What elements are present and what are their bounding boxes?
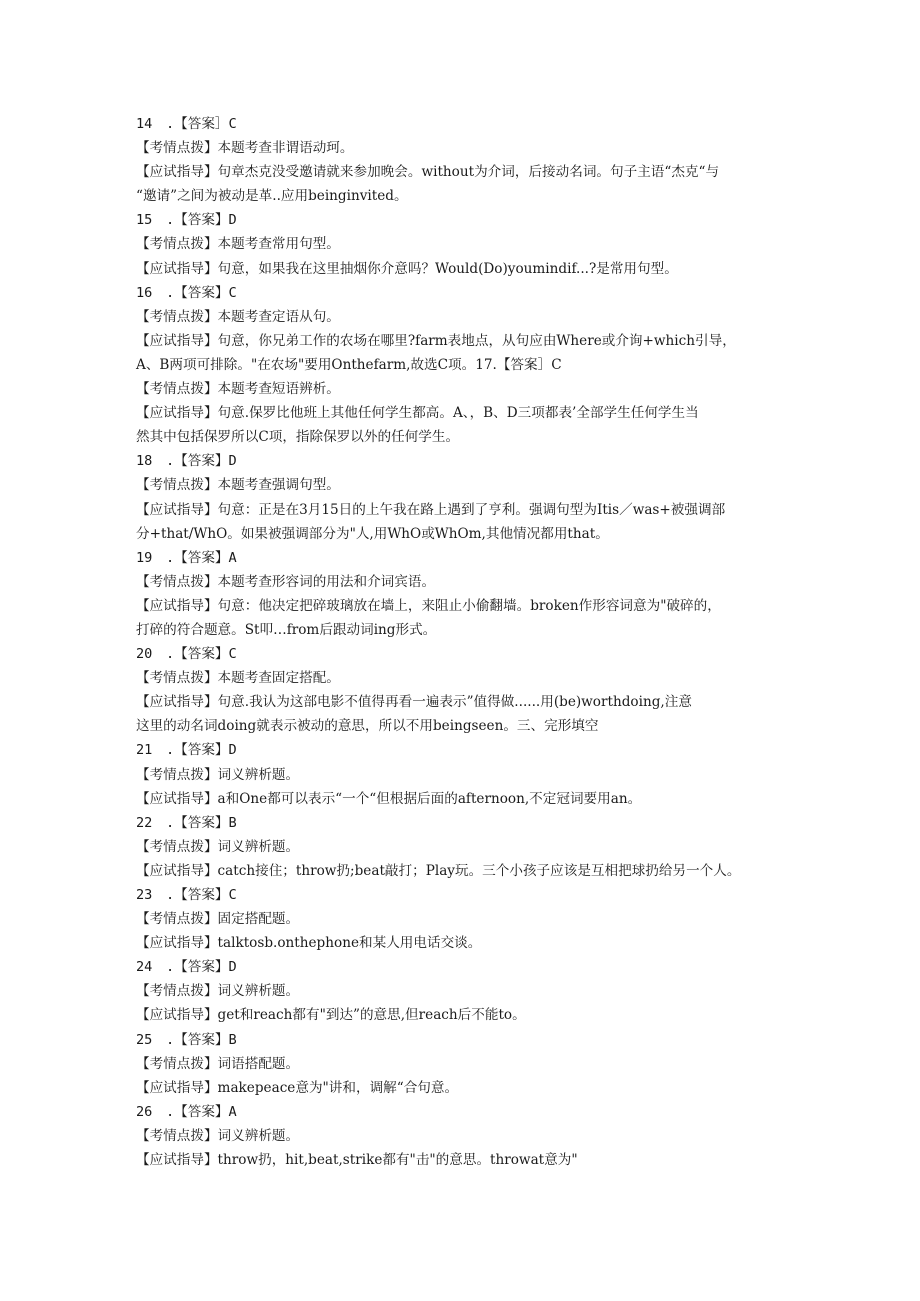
exam-point-line: 【考情点拨】本题考查常用句型。: [136, 236, 340, 253]
guidance-line: 【应试指导】a和One都可以表示“一个“但根据后面的afternoon,不定冠词要用an。: [136, 790, 642, 807]
guidance-line: “邀请”之间为被动是革..应用beinginvited。: [136, 188, 408, 205]
guidance-line: 【应试指导】talktosb.onthephone和某人用电话交谈。: [136, 935, 482, 952]
exam-point-line: 【考情点拨】本题考查定语从句。: [136, 308, 340, 325]
exam-point-line: 【考情点拨】本题考查固定搭配。: [136, 670, 340, 687]
answer-line: 24 .【答案】D: [136, 959, 237, 976]
guidance-line: 【应试指导】catch接住；throw扔;beat敲打；Play玩。三个小孩子应该是互相把球扔给另一个人。: [136, 862, 741, 879]
exam-point-line: 【考情点拨】固定搭配题。: [136, 911, 300, 928]
guidance-line: 【应试指导】get和reach都有"到达”的意思,但reach后不能to。: [136, 1007, 526, 1024]
guidance-line: 【应试指导】makepeace意为"讲和，调解“合句意。: [136, 1079, 459, 1096]
exam-point-line: 【考情点拨】词义辨析题。: [136, 1127, 300, 1144]
guidance-line: 【应试指导】句章杰克没受邀请就来参加晚会。without为介词，后接动名词。句子主语“杰克“与: [136, 164, 720, 181]
guidance-line: 分+that/WhO。如果被强调部分为"人,用WhO或WhOm,其他情况都用that。: [136, 525, 609, 542]
answer-explanations: [136, 112, 796, 1172]
answer-line: 15 .【答案】D: [136, 212, 237, 229]
answer-line: 20 .【答案】C: [136, 646, 237, 663]
guidance-line: 【应试指导】throw扔，hit,beat,strike都有"击"的意思。throwat意为": [136, 1152, 578, 1169]
guidance-line: 【应试指导】句意.保罗比他班上其他任何学生都高。A、，B、D三项都表’全部学生任何学生当: [136, 405, 699, 422]
answer-line: 23 .【答案】C: [136, 887, 237, 903]
guidance-line: 【应试指导】句意.我认为这部电影不值得再看一遍表示”值得做......用(be)worthdoing,注意: [136, 694, 692, 711]
answer-line: 22 .【答案】B: [136, 814, 237, 831]
exam-point-line: 【考情点拨】本题考查强调句型。: [136, 477, 340, 494]
answer-line: 21 .【答案】D: [136, 742, 237, 759]
guidance-line: 【应试指导】句意，如果我在这里抽烟你介意吗？Would(Do)youmindif...?是常用句型。: [136, 260, 678, 277]
guidance-line: 然其中包括保罗所以C项，指除保罗以外的任何学生。: [136, 429, 460, 446]
exam-point-line: 【考情点拨】本题考查非谓语动珂。: [136, 140, 354, 157]
answer-line: 16 .【答案】C: [136, 284, 237, 301]
guidance-line: 这里的动名词doing就表示被动的意思，所以不用beingseen。三、完形填空: [136, 718, 599, 735]
exam-point-line: 【考情点拨】词义辨析题。: [136, 838, 300, 855]
guidance-line: 打碎的符合题意。St叩…from后跟动词ing形式。: [136, 621, 437, 638]
answer-line: 18 .【答案】D: [136, 453, 237, 470]
exam-point-line: 【考情点拨】词语搭配题。: [136, 1055, 300, 1072]
answer-line: 25 .【答案】B: [136, 1031, 237, 1048]
exam-point-line: 【考情点拨】词义辨析题。: [136, 983, 300, 1000]
guidance-line: 【应试指导】句意：他决定把碎玻璃放在墙上，来阻止小偷翻墙。broken作形容词意为"破碎的，: [136, 597, 721, 614]
exam-point-line: 【考情点拨】词义辨析题。: [136, 766, 300, 783]
guidance-line: 【应试指导】句意，你兄弟工作的农场在哪里?farm表地点，从句应由Where或介询+which引导，: [136, 332, 736, 349]
answer-line: 14 .【答案］C: [136, 116, 237, 132]
answer-line: 26 .【答案】A: [136, 1103, 237, 1120]
exam-point-line: 【考情点拨】本题考查短语辨析。: [136, 381, 340, 398]
guidance-line: 【应试指导】句意：正是在3月15日的上午我在路上遇到了亨利。强调句型为Itis／was+被强调部: [136, 501, 726, 518]
answer-line: 19 .【答案】A: [136, 549, 237, 566]
guidance-line: A、B两项可排除。"在农场"要用Onthefarm,故选C项。17.【答案］C: [136, 356, 562, 373]
exam-point-line: 【考情点拨】本题考查形容词的用法和介词宾语。: [136, 573, 436, 590]
